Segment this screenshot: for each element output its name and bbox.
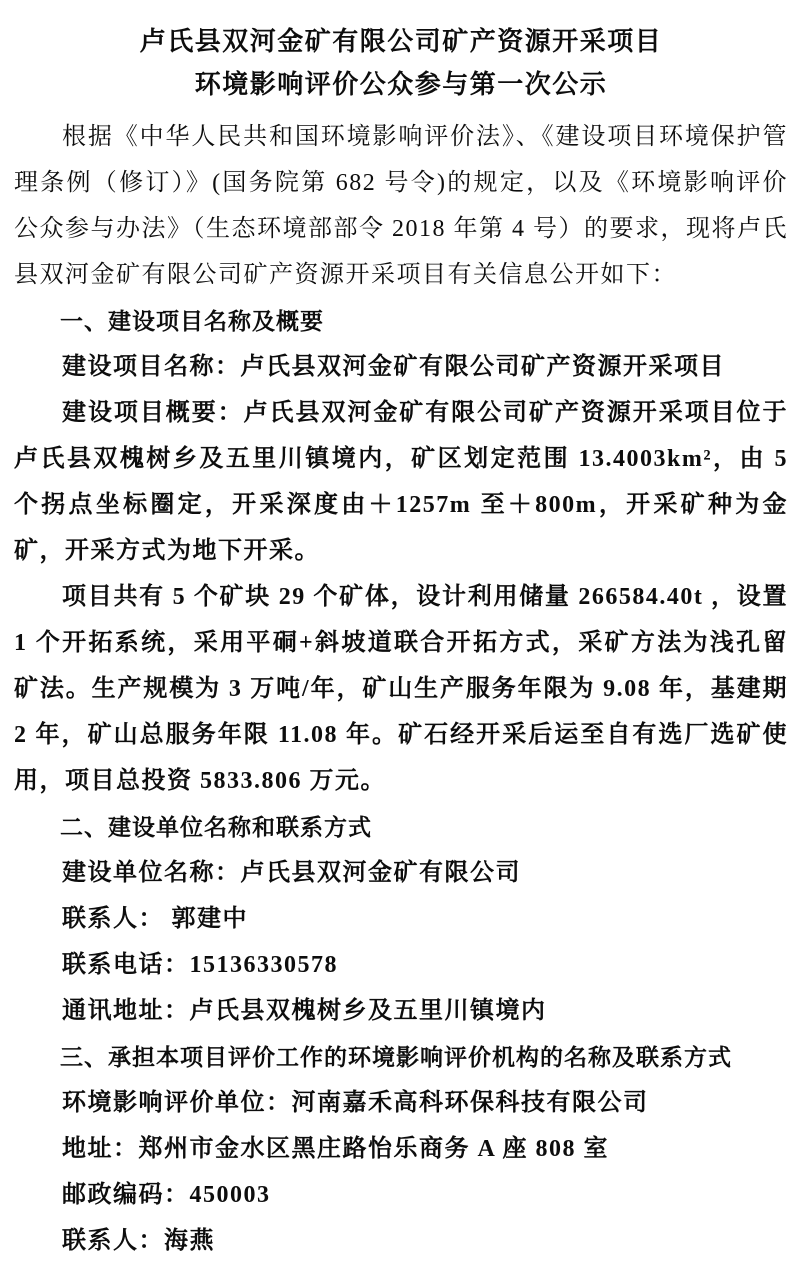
- eia-agency-paragraph: 环境影响评价单位：河南嘉禾高科环保科技有限公司: [62, 1090, 649, 1116]
- section-1-heading: 一、建设项目名称及概要: [60, 308, 324, 334]
- doc-body: [14, 114, 788, 1264]
- owner-address-paragraph: 通讯地址：卢氏县双槐树乡及五里川镇境内: [62, 998, 547, 1024]
- eia-postcode-paragraph: 邮政编码：450003: [62, 1182, 271, 1208]
- project-details-paragraph: 项目共有 5 个矿块 29 个矿体，设计利用储量 266584.40t ，设置 1 个开拓系统，采用平硐+斜坡道联合开拓方式，采矿方法为浅孔留矿法。生产规模为 3 万吨/年，矿山生产服务年限为 9.08 年，基建期 2 年，矿山总服务年限 11.08 年。矿石经开采后运至自有选厂选矿使用，项目总投资 5833.806 万元。: [14, 584, 788, 794]
- project-name-paragraph: 建设项目名称：卢氏县双河金矿有限公司矿产资源开采项目: [62, 354, 725, 380]
- doc-title-line-2: 环境影响评价公众参与第一次公示: [194, 70, 608, 99]
- eia-contact-person-paragraph: 联系人：海燕: [62, 1228, 215, 1254]
- owner-contact-person-paragraph: 联系人： 郭建中: [62, 906, 248, 932]
- project-overview-paragraph: 建设项目概要：卢氏县双河金矿有限公司矿产资源开采项目位于卢氏县双槐树乡及五里川镇境内，矿区划定范围 13.4003km²，由 5 个拐点坐标圈定，开采深度由＋1257m 至＋800m，开采矿种为金矿，开采方式为地下开采。: [14, 400, 788, 564]
- doc-title-line-1: 卢氏县双河金矿有限公司矿产资源开采项目: [139, 27, 663, 56]
- section-3-heading: 三、承担本项目评价工作的环境影响评价机构的名称及联系方式: [60, 1044, 732, 1070]
- intro-paragraph: 根据《中华人民共和国环境影响评价法》、《建设项目环境保护管理条例（修订）》(国务院第 682 号令)的规定，以及《环境影响评价公众参与办法》（生态环境部部令 2018 年第 4 号）的要求，现将卢氏县双河金矿有限公司矿产资源开采项目有关信息公开如下：: [14, 124, 788, 288]
- owner-phone-paragraph: 联系电话：15136330578: [62, 952, 338, 978]
- eia-address-paragraph: 地址：郑州市金水区黑庄路怡乐商务 A 座 808 室: [62, 1136, 610, 1162]
- section-2-heading: 二、建设单位名称和联系方式: [60, 814, 372, 840]
- owner-name-paragraph: 建设单位名称：卢氏县双河金矿有限公司: [62, 860, 521, 886]
